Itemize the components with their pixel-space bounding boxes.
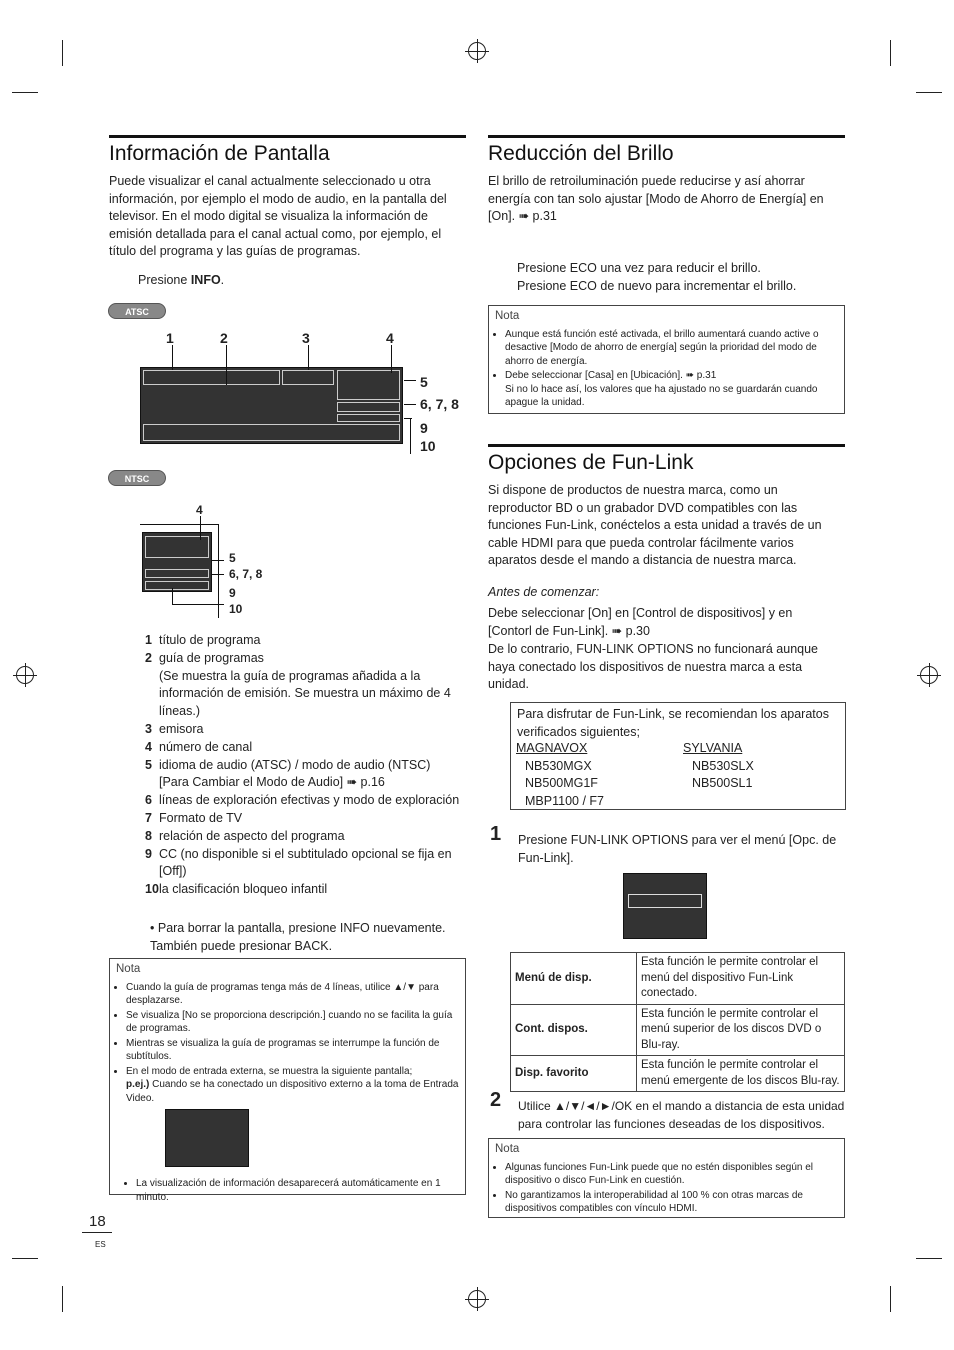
atsc-format-box bbox=[337, 402, 400, 412]
legend-list bbox=[145, 632, 460, 899]
funlink-intro: Si dispone de productos de nuestra marca, como un reproductor BD o un grabador DVD compatibles con las funciones Fun-Link, conéctelos a esta unidad a través de un cable HDMI para que pueda controlar fácilmente varios aparatos desde el mando a distancia de nuestra marca. bbox=[488, 483, 822, 567]
section-rule bbox=[488, 444, 845, 447]
callout-label: 2 bbox=[220, 330, 228, 346]
legend-item: [Para Cambiar el Modo de Audio] ➠ p.16 bbox=[159, 775, 385, 790]
crop-mark bbox=[890, 1286, 891, 1312]
option-label: Menú de disp. bbox=[511, 953, 637, 1005]
legend-item: 10la clasificación bloqueo infantil bbox=[145, 882, 328, 897]
intro-text: Puede visualizar el canal actualmente seleccionado u otra información, por ejemplo el modo de audio, en la pantalla del televisor. En el modo digital se visualiza la información de emisión detallada para el canal actual como, por ejemplo, el título del programa y las guías de programas. bbox=[109, 174, 447, 258]
nota-box-left bbox=[109, 958, 466, 1203]
eco-line-2: Presione ECO de nuevo para incrementar el brillo. bbox=[517, 279, 797, 293]
nota-item: • No garantizamos la interoperabilidad al 100 % con otras marcas de dispositivos compatibles con vínculo HDMI. bbox=[505, 1189, 838, 1216]
legend-item: 5 idioma de audio (ATSC) / modo de audio (NTSC) bbox=[145, 757, 431, 772]
legend-item: 2 guía de programas bbox=[145, 650, 264, 665]
section-rule bbox=[488, 135, 845, 138]
callout-label: 6, 7, 8 bbox=[420, 396, 459, 412]
crop-mark bbox=[62, 1286, 63, 1312]
option-desc: Esta función le permite controlar el menú del dispositivo Fun-Link conectado. bbox=[637, 953, 845, 1005]
callout-line bbox=[140, 524, 218, 525]
legend-item: 8 relación de aspecto del programa bbox=[145, 828, 345, 843]
nota-item: • Se visualiza [No se proporciona descripción.] cuando no se facilita la guía de programas. bbox=[126, 1009, 459, 1036]
external-input-screen bbox=[165, 1109, 249, 1167]
recommended-title: Para disfrutar de Fun-Link, se recomiendan los aparatos verificados siguientes; bbox=[517, 707, 829, 739]
nota-item: • Aunque está función esté activada, el brillo aumentará cuando active o desactive [Modo de ahorro de energía] según la prioridad del modo de ahorro de energía. bbox=[505, 328, 838, 369]
section-title: Información de Pantalla bbox=[109, 142, 330, 165]
press-info-text: Presione INFO. bbox=[138, 273, 225, 287]
callout-line bbox=[410, 418, 411, 454]
atsc-station-bar bbox=[282, 370, 334, 385]
ntsc-format-box bbox=[145, 569, 209, 578]
crop-mark bbox=[12, 92, 38, 93]
brand-magnavox: MAGNAVOX NB530MGX NB500MG1F MBP1100 / F7 bbox=[516, 741, 604, 808]
page-number: 18 bbox=[89, 1213, 106, 1230]
atsc-guide-bar bbox=[143, 424, 400, 441]
crop-mark bbox=[916, 1258, 942, 1259]
before-heading: Antes de comenzar: bbox=[488, 585, 600, 599]
atsc-badge: ATSC bbox=[108, 303, 166, 319]
legend-item: 1 título de programa bbox=[145, 633, 261, 647]
callout-line bbox=[308, 345, 309, 370]
callout-line bbox=[391, 345, 392, 373]
legend-item: 9 CC (no disponible si el subtitulado opcional se fija en [Off]) bbox=[145, 846, 452, 879]
legend-item: 7 Formato de TV bbox=[145, 810, 243, 825]
callout-label: 5 bbox=[229, 551, 236, 565]
callout-line bbox=[200, 516, 201, 540]
funlink-options-table bbox=[510, 952, 845, 1092]
registration-mark-icon bbox=[920, 666, 938, 684]
section-rule bbox=[109, 135, 466, 138]
eco-line-1: Presione ECO una vez para reducir el brillo. bbox=[517, 261, 761, 275]
callout-line bbox=[212, 574, 224, 575]
callout-label: 4 bbox=[196, 503, 203, 517]
funlink-menu-screen bbox=[623, 873, 707, 939]
before-text-2: De lo contrario, FUN-LINK OPTIONS no funcionará aunque haya conectado los dispositivos de nuestra marca a esta unidad. bbox=[488, 642, 819, 691]
brightness-intro: El brillo de retroiluminación puede reducirse y así ahorrar energía con tan solo ajustar [Modo de Ahorro de Energía] en [On]. ➠ p.31 bbox=[488, 174, 824, 223]
atsc-title-bar bbox=[143, 370, 280, 385]
crop-mark bbox=[890, 40, 891, 66]
legend-item: 3 emisora bbox=[145, 721, 204, 736]
section-title: Opciones de Fun-Link bbox=[488, 451, 694, 474]
nota-item: • En el modo de entrada externa, se muestra la siguiente pantalla; p.ej.) Cuando se ha conectado un dispositivo externo a la toma de Entrada Video. bbox=[126, 1065, 459, 1106]
callout-label: 10 bbox=[420, 438, 436, 454]
callout-label: 9 bbox=[420, 420, 428, 436]
atsc-cc-box bbox=[337, 414, 400, 422]
callout-line bbox=[226, 345, 227, 385]
nota-item: • Debe seleccionar [Casa] en [Ubicación]. ➠ p.31 Si no lo hace así, los valores que ha ajustado no se guardarán cuando apague la unidad. bbox=[505, 369, 838, 410]
crop-mark bbox=[916, 92, 942, 93]
brand-sylvania: SYLVANIA NB530SLX NB500SL1 bbox=[683, 741, 754, 790]
callout-line bbox=[172, 604, 224, 605]
nota-title: Nota bbox=[495, 1143, 520, 1155]
menu-highlight bbox=[628, 894, 702, 908]
ntsc-cc-box bbox=[145, 581, 209, 590]
nota-item: • Mientras se visualiza la guía de programas se interrumpe la función de subtítulos. bbox=[126, 1037, 459, 1064]
nota-box-brightness bbox=[488, 305, 845, 414]
nota-item: • La visualización de información desaparecerá automáticamente en 1 minuto. bbox=[136, 1177, 471, 1204]
callout-label: 3 bbox=[302, 330, 310, 346]
callout-label: 1 bbox=[166, 330, 174, 346]
bullet-clear-screen: • Para borrar la pantalla, presione INFO nuevamente. También puede presionar BACK. bbox=[150, 921, 446, 953]
nota-item: • Cuando la guía de programas tenga más de 4 líneas, utilice ▲/▼ para desplazarse. bbox=[126, 981, 459, 1008]
callout-line bbox=[212, 560, 224, 561]
recommended-devices-box bbox=[510, 702, 846, 810]
callout-line bbox=[172, 588, 173, 604]
language-code: ES bbox=[95, 1240, 106, 1249]
legend-item: 6 líneas de exploración efectivas y modo de exploración bbox=[145, 793, 460, 808]
nota-box-funlink bbox=[488, 1138, 845, 1218]
step-number: 2 bbox=[490, 1089, 502, 1111]
callout-line bbox=[404, 404, 416, 405]
callout-label: 5 bbox=[420, 374, 428, 390]
legend-item: 4 número de canal bbox=[145, 739, 253, 754]
atsc-channel-box bbox=[337, 370, 400, 400]
step-number: 1 bbox=[490, 823, 502, 845]
nota-title: Nota bbox=[495, 310, 520, 322]
registration-mark-icon bbox=[468, 42, 486, 60]
crop-mark bbox=[12, 1258, 38, 1259]
callout-label: 9 bbox=[229, 586, 236, 600]
registration-mark-icon bbox=[16, 666, 34, 684]
option-desc: Esta función le permite controlar el menú superior de los discos DVD o Blu-ray. bbox=[637, 1004, 845, 1056]
option-label: Cont. dispos. bbox=[511, 1004, 637, 1056]
registration-mark-icon bbox=[468, 1290, 486, 1308]
page-number-rule bbox=[82, 1232, 112, 1233]
callout-line bbox=[172, 345, 173, 370]
step-1-text: Presione FUN-LINK OPTIONS para ver el menú [Opc. de Fun-Link]. bbox=[518, 833, 837, 865]
callout-label: 6, 7, 8 bbox=[229, 567, 263, 581]
option-desc: Esta función le permite controlar el menú emergente de los discos Blu-ray. bbox=[637, 1056, 845, 1092]
callout-line bbox=[404, 380, 416, 381]
callout-label: 4 bbox=[386, 330, 394, 346]
before-text-1: Debe seleccionar [On] en [Control de dispositivos] y en [Contorl de Fun-Link]. ➠ p.30 bbox=[488, 606, 793, 638]
nota-title: Nota bbox=[116, 963, 141, 975]
step-2-text: Utilice ▲/▼/◄/►/OK en el mando a distancia de esta unidad para controlar las funciones deseadas de los dispositivos. bbox=[518, 1099, 845, 1131]
ntsc-badge: NTSC bbox=[108, 470, 166, 486]
legend-item: (Se muestra la guía de programas añadida a la información de emisión. Se muestra un máximo de 4 líneas.) bbox=[159, 668, 451, 719]
crop-mark bbox=[62, 40, 63, 66]
callout-label: 10 bbox=[229, 602, 243, 616]
nota-item: • Algunas funciones Fun-Link puede que no estén disponibles según el dispositivo o disco Fun-Link en cuestión. bbox=[505, 1161, 838, 1188]
section-title: Reducción del Brillo bbox=[488, 142, 674, 165]
option-label: Disp. favorito bbox=[511, 1056, 637, 1092]
